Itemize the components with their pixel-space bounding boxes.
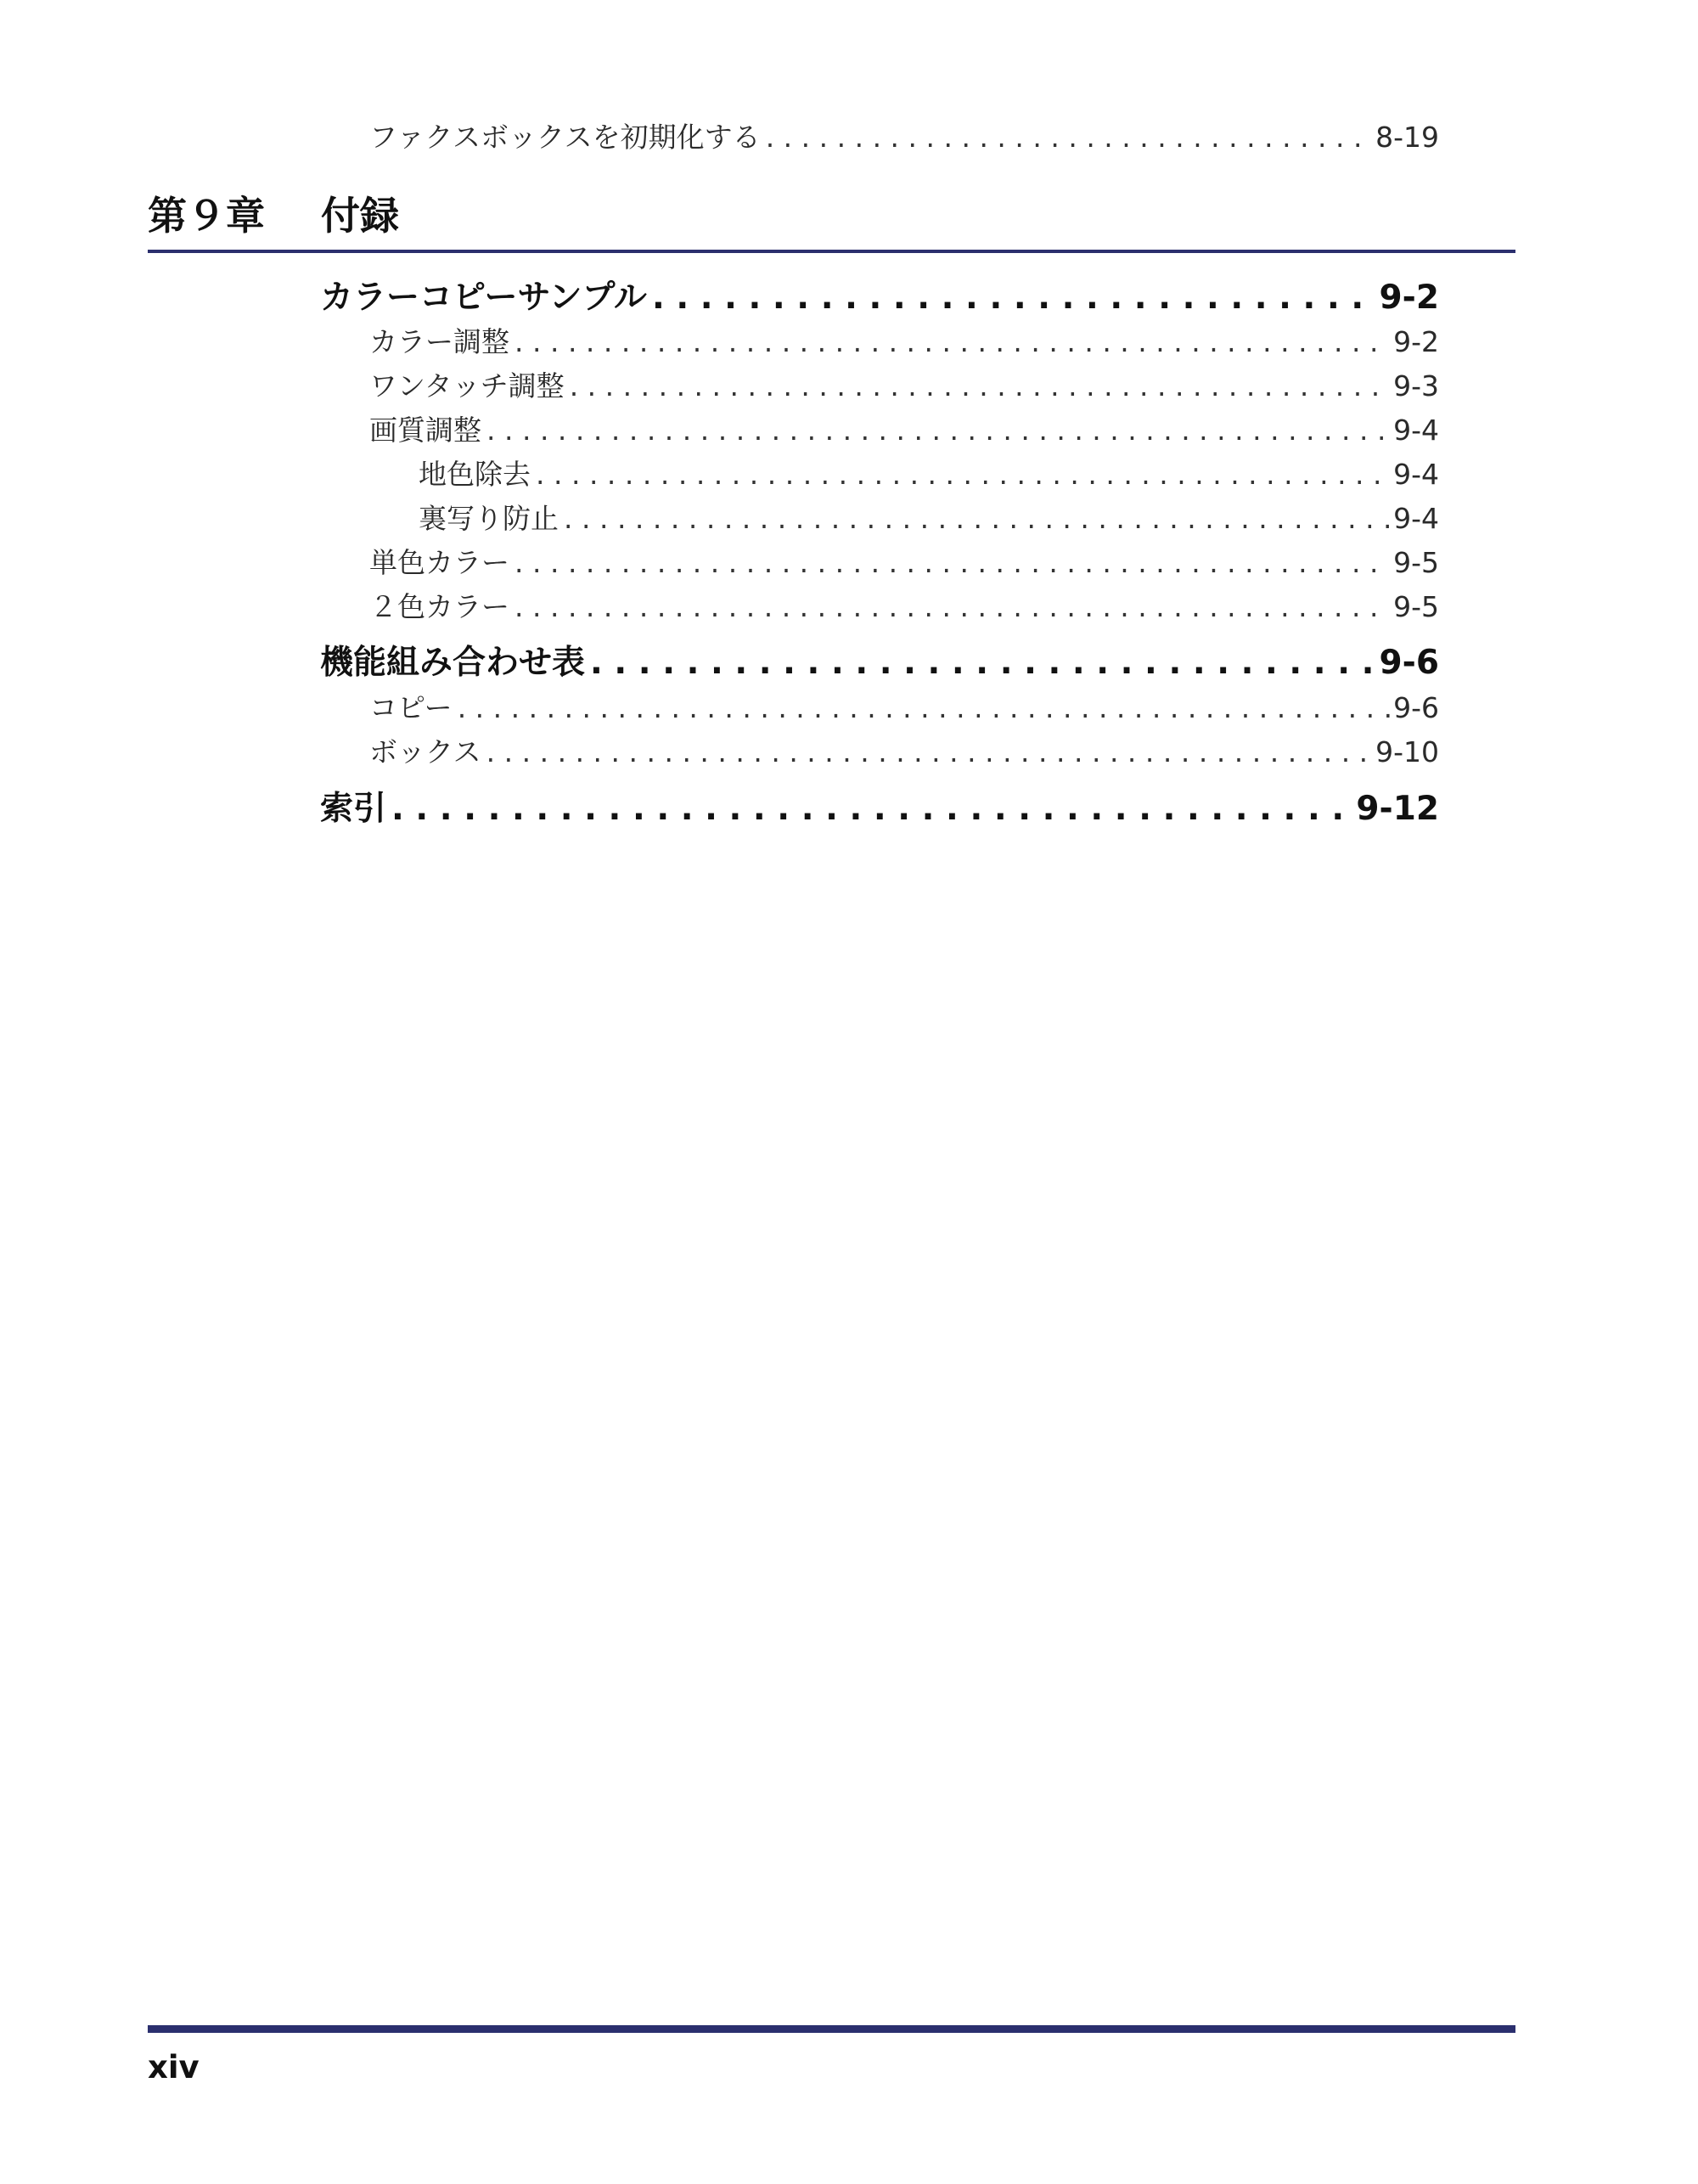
toc-section-page: 9-6 xyxy=(1379,644,1439,682)
toc-section-function-combination[interactable] xyxy=(320,636,1439,684)
toc-entry-page: 9-2 xyxy=(1393,325,1439,358)
chapter-divider xyxy=(148,250,1515,253)
toc-section-label: 機能組み合わせ表 xyxy=(320,644,586,682)
toc-entry-color-adjust[interactable] xyxy=(369,320,1439,360)
toc-entry-box[interactable] xyxy=(369,730,1439,770)
toc-entry-label: コピー xyxy=(369,691,453,724)
dot-leader xyxy=(486,735,1372,768)
toc-entry-show-through-prevention[interactable] xyxy=(419,497,1439,537)
toc-entry-label: ２色カラー xyxy=(369,590,509,623)
toc-entry-label: カラー調整 xyxy=(369,325,509,358)
toc-entry-label: ワンタッチ調整 xyxy=(369,369,565,402)
page-number: xiv xyxy=(148,2049,200,2085)
toc-section-page: 9-2 xyxy=(1379,279,1439,317)
dot-leader xyxy=(766,121,1372,154)
dot-leader xyxy=(486,414,1390,447)
chapter-heading xyxy=(148,185,399,241)
toc-entry-label: 地色除去 xyxy=(419,458,531,491)
toc-entry-two-color[interactable] xyxy=(369,585,1439,625)
footer-divider xyxy=(148,2025,1515,2033)
chapter-number: 第９章 xyxy=(148,193,265,239)
toc-entry-page: 9-3 xyxy=(1393,369,1439,402)
dot-leader xyxy=(514,590,1390,623)
toc-section-page: 9-12 xyxy=(1356,790,1439,828)
toc-entry-page: 9-6 xyxy=(1393,691,1439,724)
toc-entry-page: 9-4 xyxy=(1393,458,1439,491)
toc-section-label: カラーコピーサンプル xyxy=(320,279,647,317)
dot-leader xyxy=(590,644,1376,682)
toc-entry-page: 9-5 xyxy=(1393,590,1439,623)
toc-entry-page: 9-5 xyxy=(1393,546,1439,579)
toc-entry-background-removal[interactable] xyxy=(419,453,1439,493)
toc-section-index[interactable] xyxy=(320,782,1439,830)
dot-leader xyxy=(514,325,1390,358)
toc-entry-label: 単色カラー xyxy=(369,546,509,579)
dot-leader xyxy=(652,279,1376,317)
dot-leader xyxy=(536,458,1390,491)
toc-entry-fax-box-init[interactable] xyxy=(369,115,1439,155)
dot-leader xyxy=(391,790,1352,828)
toc-entry-one-touch-adjust[interactable] xyxy=(369,364,1439,404)
dot-leader xyxy=(514,546,1390,579)
toc-section-label: 索引 xyxy=(320,790,387,828)
dot-leader xyxy=(564,502,1390,535)
toc-entry-label: 裏写り防止 xyxy=(419,502,559,535)
toc-entry-page: 9-4 xyxy=(1393,414,1439,447)
dot-leader xyxy=(458,691,1390,724)
toc-entry-page: 8-19 xyxy=(1375,121,1439,154)
toc-entry-label: ボックス xyxy=(369,735,481,768)
toc-entry-copy[interactable] xyxy=(369,686,1439,726)
toc-section-color-copy-sample[interactable] xyxy=(320,271,1439,318)
toc-entry-single-color[interactable] xyxy=(369,541,1439,581)
toc-entry-label: 画質調整 xyxy=(369,414,481,447)
toc-entry-page: 9-4 xyxy=(1393,502,1439,535)
chapter-title: 付録 xyxy=(321,193,399,239)
dot-leader xyxy=(570,369,1390,402)
toc-entry-image-quality-adjust[interactable] xyxy=(369,408,1439,448)
toc-entry-label: ファクスボックスを初期化する xyxy=(369,121,761,154)
toc-entry-page: 9-10 xyxy=(1375,735,1439,768)
